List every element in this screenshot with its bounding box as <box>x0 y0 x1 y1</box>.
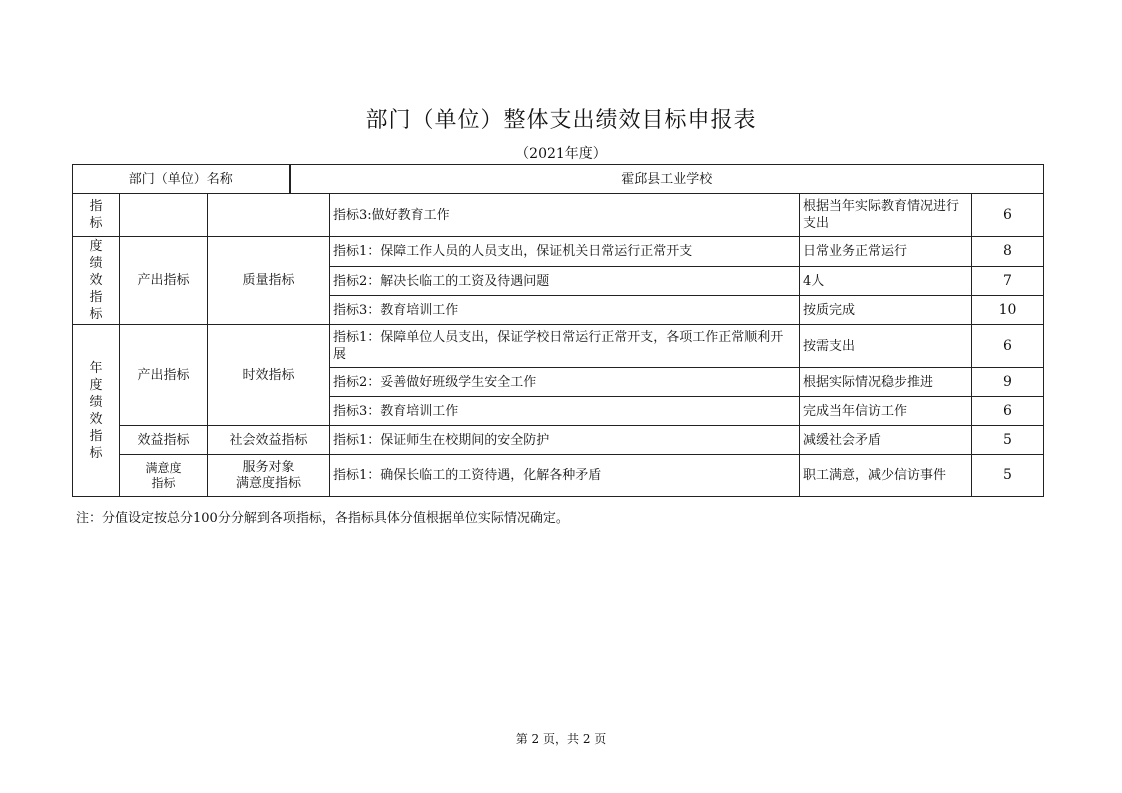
indicator-cell: 指标1：保障单位人员支出，保证学校日常运行正常开支，各项工作正常顺利开展 <box>330 325 800 368</box>
indicator-cell: 指标3:做好教育工作 <box>330 194 800 237</box>
level1-empty-cell <box>120 194 208 237</box>
table-row <box>73 237 1044 267</box>
score-cell: 8 <box>972 237 1044 267</box>
target-cell: 完成当年信访工作 <box>800 397 972 426</box>
level2-cell: 时效指标 <box>208 325 330 426</box>
vertical-label-c: 年 度 绩 效 指 标 <box>73 325 120 497</box>
indicator-cell: 指标2：解决长临工的工资及待遇问题 <box>330 267 800 296</box>
target-cell: 按需支出 <box>800 325 972 368</box>
vertical-label-b: 度 绩 效 指 标 <box>73 237 120 325</box>
level1-cell: 产出指标 <box>120 325 208 426</box>
target-cell: 减缓社会矛盾 <box>800 426 972 455</box>
footnote: 注：分值设定按总分100分分解到各项指标，各指标具体分值根据单位实际情况确定。 <box>76 511 569 526</box>
level1-cell: 效益指标 <box>120 426 208 455</box>
page-number: 第 2 页，共 2 页 <box>515 732 607 746</box>
table-row <box>73 325 1044 368</box>
score-cell: 6 <box>972 397 1044 426</box>
score-cell: 5 <box>972 426 1044 455</box>
target-cell: 4人 <box>800 267 972 296</box>
level1-cell: 满意度 指标 <box>120 455 208 497</box>
target-cell: 按质完成 <box>800 296 972 325</box>
score-cell: 6 <box>972 325 1044 368</box>
score-cell: 9 <box>972 368 1044 397</box>
performance-target-table <box>72 164 1044 497</box>
indicator-cell: 指标3：教育培训工作 <box>330 397 800 426</box>
dept-name-row <box>73 165 1044 194</box>
table-row <box>73 426 1044 455</box>
level2-cell: 社会效益指标 <box>208 426 330 455</box>
level1-cell: 产出指标 <box>120 237 208 325</box>
level2-empty-cell <box>208 194 330 237</box>
vertical-label-a: 指 标 <box>73 194 120 237</box>
score-cell: 7 <box>972 267 1044 296</box>
dept-name-value: 霍邱县工业学校 <box>290 165 1044 194</box>
score-cell: 5 <box>972 455 1044 497</box>
indicator-cell: 指标1：保证师生在校期间的安全防护 <box>330 426 800 455</box>
target-cell: 根据当年实际教育情况进行支出 <box>800 194 972 237</box>
target-cell: 根据实际情况稳步推进 <box>800 368 972 397</box>
level2-cell: 服务对象 满意度指标 <box>208 455 330 497</box>
score-cell: 10 <box>972 296 1044 325</box>
table-row <box>73 194 1044 237</box>
score-cell: 6 <box>972 194 1044 237</box>
year-subtitle: （2021年度） <box>515 146 607 162</box>
indicator-cell: 指标3：教育培训工作 <box>330 296 800 325</box>
table-row <box>73 455 1044 497</box>
indicator-cell: 指标1：保障工作人员的人员支出，保证机关日常运行正常开支 <box>330 237 800 267</box>
indicator-cell: 指标2：妥善做好班级学生安全工作 <box>330 368 800 397</box>
target-cell: 日常业务正常运行 <box>800 237 972 267</box>
dept-name-label: 部门（单位）名称 <box>73 165 290 194</box>
page-title: 部门（单位）整体支出绩效目标申报表 <box>365 108 757 133</box>
target-cell: 职工满意，减少信访事件 <box>800 455 972 497</box>
indicator-cell: 指标1：确保长临工的工资待遇，化解各种矛盾 <box>330 455 800 497</box>
level2-cell: 质量指标 <box>208 237 330 325</box>
